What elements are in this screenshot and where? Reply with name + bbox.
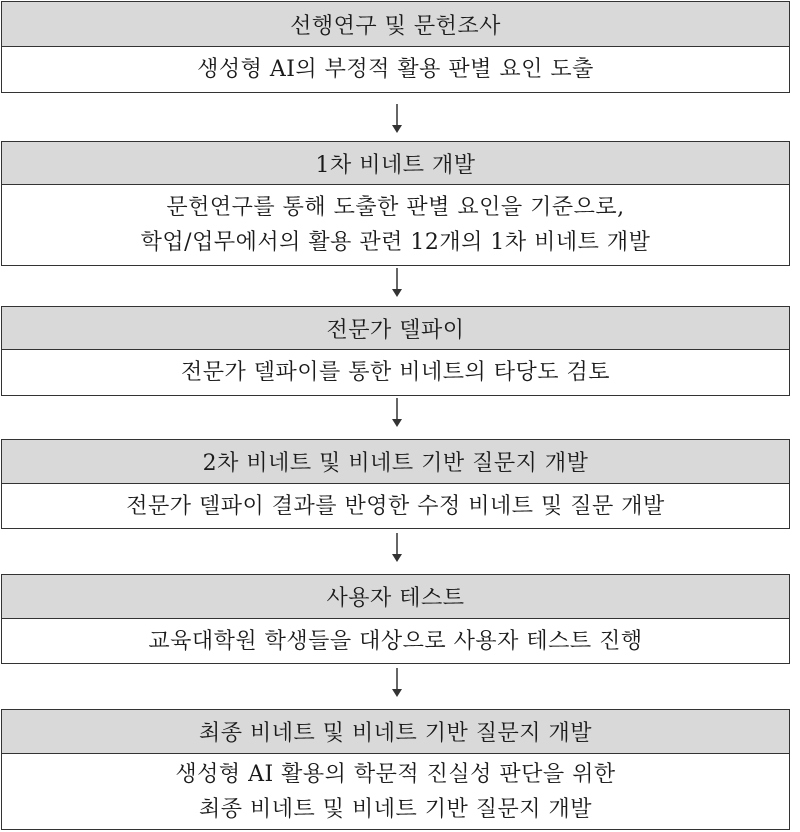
stage-2-title: 1차 비네트 개발	[2, 142, 789, 185]
stage-2-line-2: 학업/업무에서의 활용 관련 12개의 1차 비네트 개발	[140, 230, 651, 255]
stage-3-line-1: 전문가 델파이를 통한 비네트의 타당도 검토	[180, 360, 610, 385]
stage-3-title: 전문가 델파이	[2, 307, 789, 350]
arrow-down-icon	[390, 268, 404, 298]
stage-1-description	[2, 47, 789, 92]
stage-2-line-1: 문헌연구를 통해 도출한 판별 요인을 기준으로,	[166, 195, 625, 220]
stage-4-line-1: 전문가 델파이 결과를 반영한 수정 비네트 및 질문 개발	[126, 493, 665, 519]
stage-6-description	[2, 754, 789, 829]
stage-2-description	[2, 185, 789, 265]
stage-6-box	[1, 709, 790, 830]
stage-3-box	[1, 306, 790, 396]
stage-5-box	[1, 574, 790, 664]
stage-5-description	[2, 619, 789, 663]
stage-1-box	[1, 1, 790, 93]
arrow-down-icon	[390, 533, 404, 563]
stage-4-title: 2차 비네트 및 비네트 기반 질문지 개발	[2, 440, 789, 484]
stage-6-title: 최종 비네트 및 비네트 기반 질문지 개발	[2, 710, 789, 754]
stage-4-description	[2, 484, 789, 528]
stage-6-line-1: 생성형 AI 활용의 학문적 진실성 판단을 위한	[175, 761, 616, 787]
stage-3-description	[2, 350, 789, 395]
stage-5-title: 사용자 테스트	[2, 575, 789, 619]
stage-4-box	[1, 439, 790, 529]
stage-6-line-2: 최종 비네트 및 비네트 기반 질문지 개발	[199, 796, 592, 822]
stage-1-line-1: 생성형 AI의 부정적 활용 판별 요인 도출	[197, 57, 594, 82]
stage-1-title: 선행연구 및 문헌조사	[2, 2, 789, 47]
arrow-down-icon	[390, 104, 404, 134]
stage-5-line-1: 교육대학원 학생들을 대상으로 사용자 테스트 진행	[148, 628, 643, 654]
arrow-down-icon	[390, 398, 404, 428]
arrow-down-icon	[390, 668, 404, 698]
stage-2-box	[1, 141, 790, 266]
